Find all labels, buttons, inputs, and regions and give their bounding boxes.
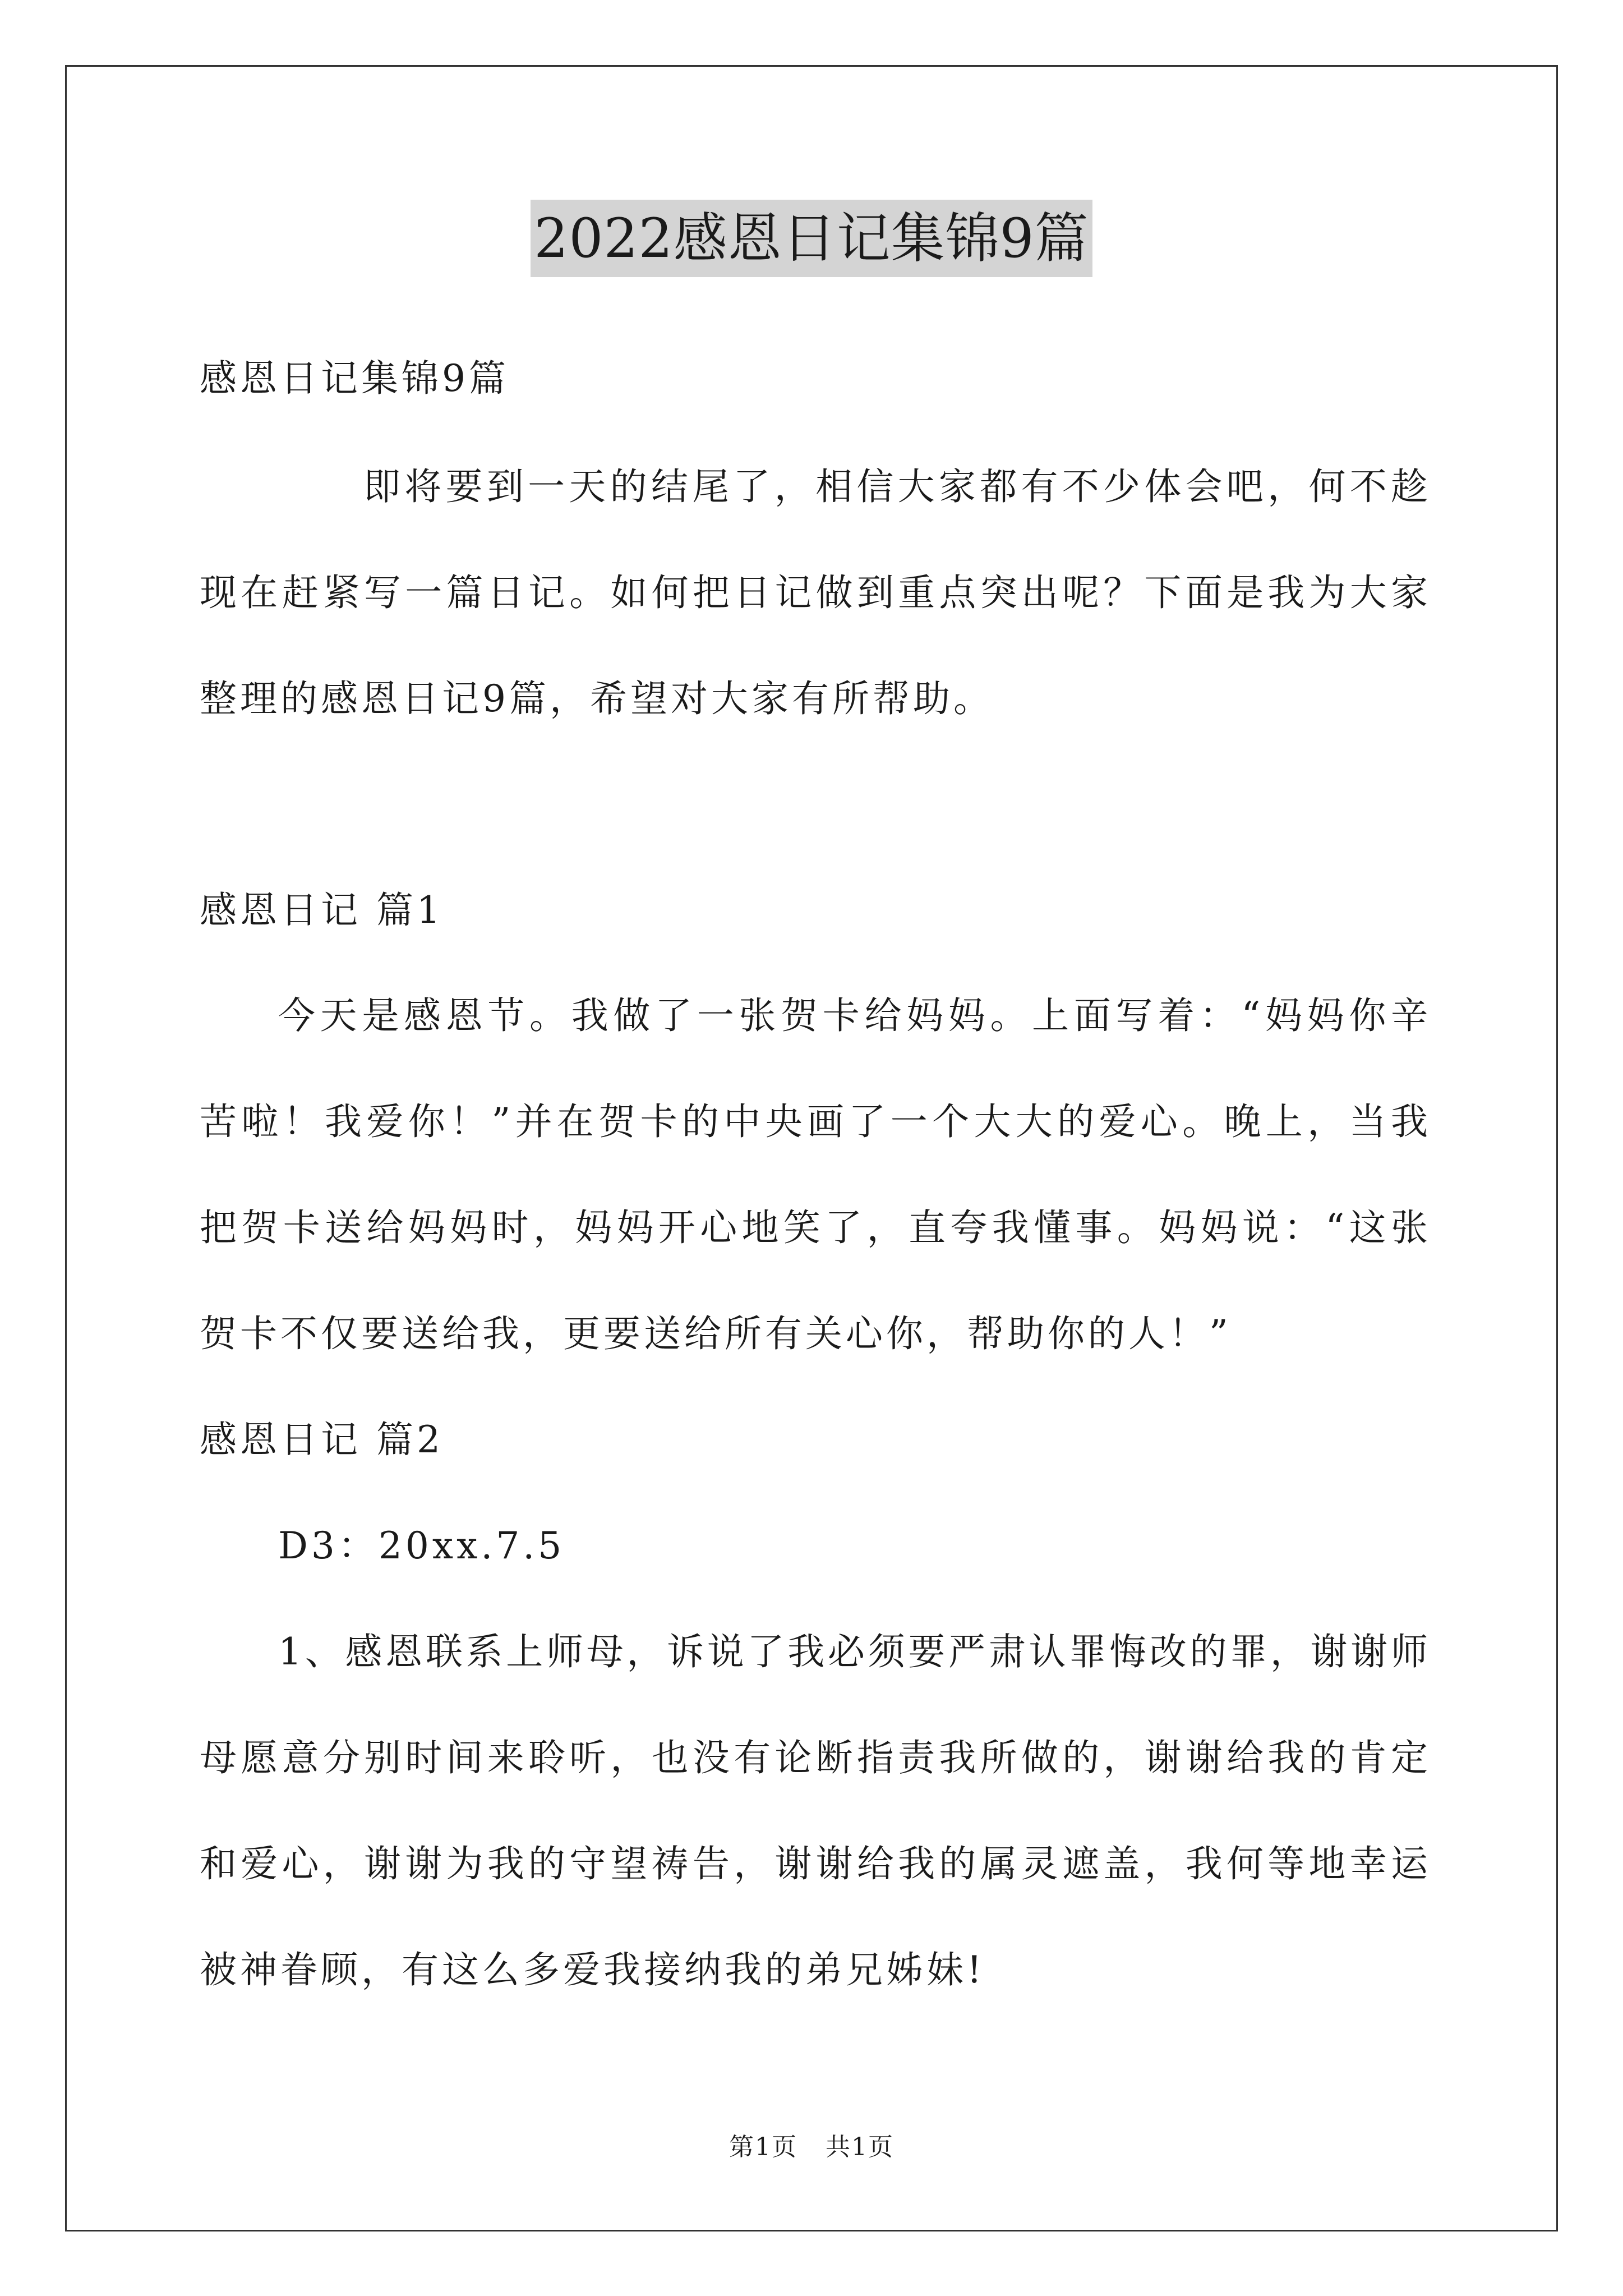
intro-line-2: 现在赶紧写一篇日记。如何把日记做到重点突出呢？下面是我为大家	[200, 571, 1428, 614]
document-subtitle: 感恩日记集锦9篇	[200, 357, 509, 400]
title-wrap	[0, 200, 1623, 277]
document-title: 2022感恩日记集锦9篇	[531, 200, 1092, 277]
entry2-line-2: 母愿意分别时间来聆听，也没有论断指责我所做的，谢谢给我的肯定	[200, 1736, 1428, 1779]
entry2-heading: 感恩日记 篇2	[200, 1418, 444, 1461]
entry2-line-3: 和爱心，谢谢为我的守望祷告，谢谢给我的属灵遮盖，我何等地幸运	[200, 1842, 1428, 1885]
entry1-line-4: 贺卡不仅要送给我，更要送给所有关心你，帮助你的人！”	[200, 1312, 1232, 1355]
entry1-heading: 感恩日记 篇1	[200, 889, 444, 932]
entry2-line-4: 被神眷顾，有这么多爱我接纳我的弟兄姊妹!	[200, 1948, 985, 1991]
page-number: 第1页	[729, 2133, 797, 2161]
entry2-line-1: 1、感恩联系上师母，诉说了我必须要严肃认罪悔改的罪，谢谢师	[278, 1630, 1428, 1673]
intro-line-1: 即将要到一天的结尾了，相信大家都有不少体会吧，何不趁	[363, 465, 1428, 508]
entry1-line-3: 把贺卡送给妈妈时，妈妈开心地笑了，直夸我懂事。妈妈说：“这张	[200, 1206, 1428, 1249]
entry1-line-1: 今天是感恩节。我做了一张贺卡给妈妈。上面写着：“妈妈你辛	[278, 994, 1428, 1037]
entry2-date: D3：20xx.7.5	[278, 1524, 565, 1567]
page-footer	[0, 2131, 1623, 2164]
intro-line-3: 整理的感恩日记9篇，希望对大家有所帮助。	[200, 677, 994, 720]
entry1-line-2: 苦啦！我爱你！”并在贺卡的中央画了一个大大的爱心。晚上，当我	[200, 1100, 1428, 1143]
page-total: 共1页	[826, 2133, 894, 2161]
